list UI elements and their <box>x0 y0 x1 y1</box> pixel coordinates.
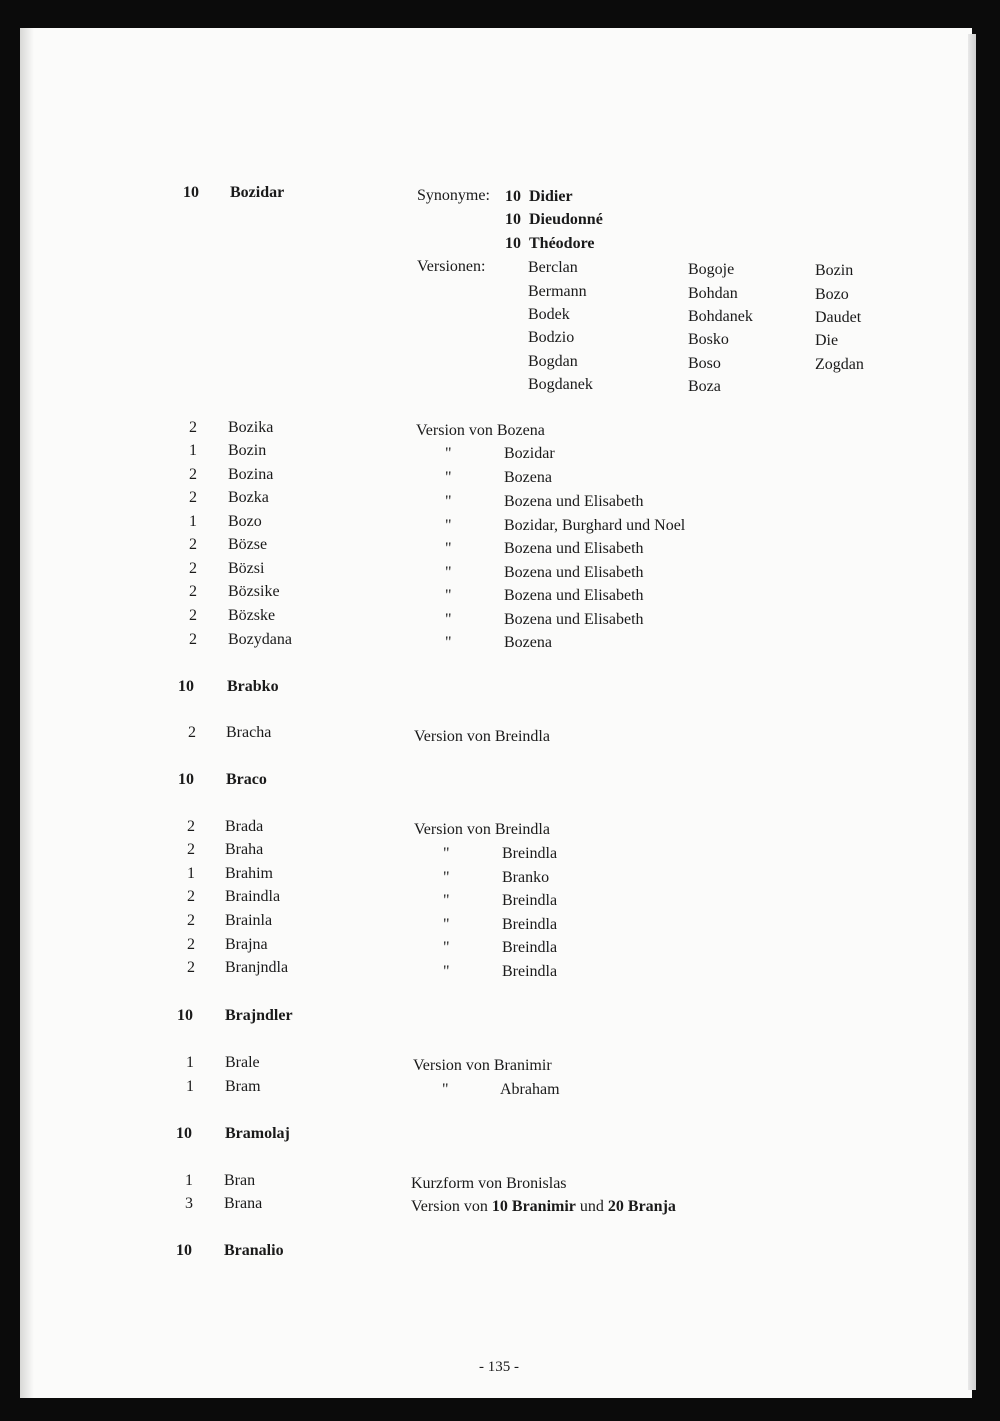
synonym-name: Dieudonné <box>529 211 603 228</box>
version-name: Bohdanek <box>688 308 753 325</box>
page-spine-shadow <box>20 28 34 1398</box>
entry-number: 2 <box>187 959 195 976</box>
entry-description: Bozena <box>504 634 552 651</box>
version-name: Daudet <box>815 309 862 326</box>
entry-description: Bozena und Elisabeth <box>504 611 644 628</box>
version-name: Boza <box>688 378 721 395</box>
entry-name: Bözske <box>228 607 276 624</box>
desc-part: und <box>575 1198 608 1215</box>
ditto-mark: " <box>445 517 452 534</box>
entry-description: Bozena und Elisabeth <box>504 493 644 510</box>
ditto-mark: " <box>445 540 452 557</box>
entry-number: 1 <box>186 1054 194 1071</box>
ditto-mark: " <box>445 445 452 462</box>
entry-number: 10 <box>177 1007 193 1024</box>
synonyms-label: Synonyme: <box>417 187 490 204</box>
version-name: Zogdan <box>815 356 864 373</box>
entry-description: Bozena <box>504 469 552 486</box>
entry-number: 2 <box>189 536 197 553</box>
entry-name: Bozina <box>228 466 274 483</box>
version-name: Boso <box>688 355 721 372</box>
entry-name: Bram <box>225 1078 261 1095</box>
entry-number: 2 <box>189 607 197 624</box>
entry-name: Brajndler <box>225 1007 293 1024</box>
entry-description: Bozidar <box>504 445 555 462</box>
entry-name: Bözsi <box>228 560 265 577</box>
entry-number: 2 <box>187 841 195 858</box>
ditto-mark: " <box>442 1081 449 1098</box>
synonym-name: Didier <box>529 188 573 205</box>
entry-number: 10 <box>183 184 199 201</box>
entry-name: Bozo <box>228 513 262 530</box>
ditto-mark: " <box>445 493 452 510</box>
entry-number: 1 <box>187 865 195 882</box>
page-number: - 135 - <box>479 1359 519 1375</box>
entry-name: Bozika <box>228 419 274 436</box>
ditto-mark: " <box>443 869 450 886</box>
entry-number: 2 <box>188 724 196 741</box>
entry-name: Brada <box>225 818 264 835</box>
versions-label: Versionen: <box>417 258 486 275</box>
entry-name: Braindla <box>225 888 281 905</box>
desc-part-bold: 10 Branimir <box>491 1198 576 1215</box>
entry-description: Bozena und Elisabeth <box>504 587 644 604</box>
entry-description: Abraham <box>500 1081 560 1098</box>
entry-number: 2 <box>189 560 197 577</box>
ditto-mark: " <box>443 845 450 862</box>
entry-number: 2 <box>189 489 197 506</box>
entry-number: 10 <box>176 1125 192 1142</box>
entry-description: Version von Breindla <box>414 728 550 745</box>
entry-name: Bozin <box>228 442 267 459</box>
version-name: Bogdanek <box>528 376 593 393</box>
entry-name: Brana <box>224 1195 263 1212</box>
entry-name: Bözse <box>228 536 268 553</box>
version-name: Die <box>815 332 839 349</box>
version-name: Bermann <box>528 283 587 300</box>
version-name: Bosko <box>688 331 729 348</box>
ditto-mark: " <box>443 892 450 909</box>
entry-name: Branalio <box>224 1242 284 1259</box>
version-name: Bodek <box>528 306 570 323</box>
entry-number: 1 <box>189 513 197 530</box>
entry-number: 2 <box>187 936 195 953</box>
entry-description: Version von Breindla <box>414 821 550 838</box>
entry-description: Bozidar, Burghard und Noel <box>504 517 686 534</box>
entry-name: Brajna <box>225 936 268 953</box>
entry-description: Kurzform von Bronislas <box>411 1175 567 1192</box>
ditto-mark: " <box>445 564 452 581</box>
entry-number: 10 <box>178 771 194 788</box>
entry-number: 1 <box>185 1172 193 1189</box>
entry-number: 2 <box>189 419 197 436</box>
ditto-mark: " <box>443 916 450 933</box>
synonym-number: 10 <box>505 211 521 228</box>
version-name: Bogdan <box>528 353 578 370</box>
entry-description: Breindla <box>502 916 558 933</box>
entry-number: 1 <box>186 1078 194 1095</box>
version-name: Bohdan <box>688 285 738 302</box>
entry-name: Bozydana <box>228 631 292 648</box>
version-name: Bogoje <box>688 261 735 278</box>
entry-number: 2 <box>187 888 195 905</box>
ditto-mark: " <box>445 469 452 486</box>
entry-description: Bozena und Elisabeth <box>504 564 644 581</box>
entry-description: Breindla <box>502 845 558 862</box>
entry-name: Bracha <box>226 724 272 741</box>
synonym-name: Théodore <box>529 235 595 252</box>
entry-description: Bozena und Elisabeth <box>504 540 644 557</box>
entry-number: 1 <box>189 442 197 459</box>
entry-name: Branjndla <box>225 959 289 976</box>
entry-name: Brahim <box>225 865 273 882</box>
entry-number: 10 <box>176 1242 192 1259</box>
desc-part-bold: 20 Branja <box>607 1198 676 1215</box>
entry-number: 10 <box>178 678 194 695</box>
desc-part: Version von <box>411 1198 492 1215</box>
entry-name: Brabko <box>227 678 279 695</box>
synonym-number: 10 <box>505 235 521 252</box>
entry-number: 2 <box>189 631 197 648</box>
version-name: Berclan <box>528 259 578 276</box>
entry-description: Breindla <box>502 963 558 980</box>
synonym-number: 10 <box>505 188 521 205</box>
entry-name: Bramolaj <box>225 1125 290 1142</box>
version-name: Bozo <box>815 286 849 303</box>
entry-description: Version von Bozena <box>416 422 545 439</box>
entry-name: Bran <box>224 1172 256 1189</box>
entry-name: Bozka <box>228 489 269 506</box>
ditto-mark: " <box>445 587 452 604</box>
entry-number: 3 <box>185 1195 193 1212</box>
ditto-mark: " <box>445 611 452 628</box>
entry-description <box>411 1197 676 1217</box>
entry-number: 2 <box>189 466 197 483</box>
entry-name: Bozidar <box>230 184 285 201</box>
entry-name: Brainla <box>225 912 273 929</box>
page-edge <box>968 34 976 1390</box>
entry-description: Branko <box>502 869 550 886</box>
entry-number: 2 <box>187 912 195 929</box>
entry-name: Braha <box>225 841 264 858</box>
entry-number: 2 <box>187 818 195 835</box>
entry-number: 2 <box>189 583 197 600</box>
version-name: Bozin <box>815 262 854 279</box>
ditto-mark: " <box>443 963 450 980</box>
entry-name: Braco <box>226 771 267 788</box>
ditto-mark: " <box>445 634 452 651</box>
entry-description: Breindla <box>502 939 558 956</box>
entry-description: Breindla <box>502 892 558 909</box>
entry-description: Version von Branimir <box>413 1057 552 1074</box>
ditto-mark: " <box>443 939 450 956</box>
entry-name: Bözsike <box>228 583 280 600</box>
entry-name: Brale <box>225 1054 260 1071</box>
version-name: Bodzio <box>528 329 575 346</box>
